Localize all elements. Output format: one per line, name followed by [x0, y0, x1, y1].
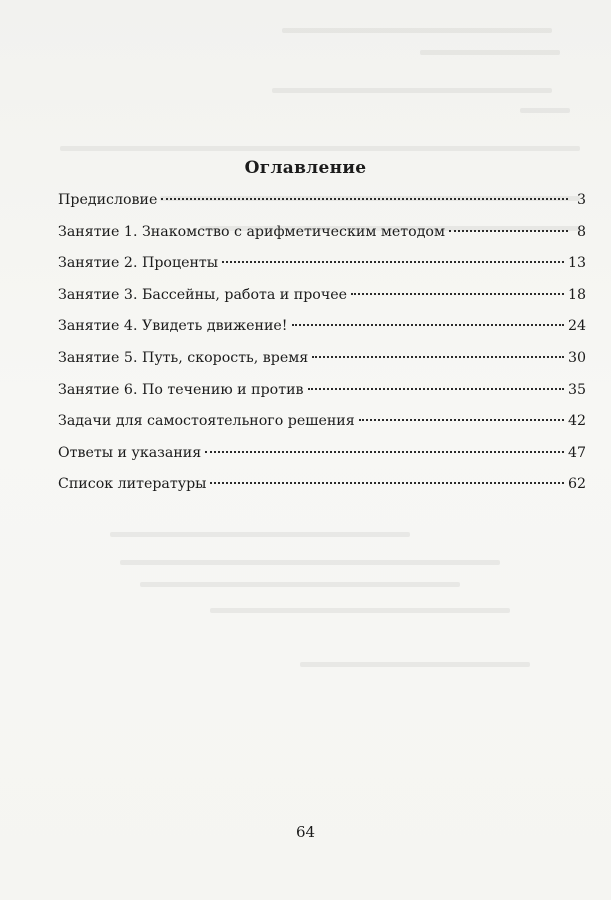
toc-entry-label: Задачи для самостоятельного решения [58, 413, 355, 430]
toc-leader-dots [308, 388, 564, 390]
toc-entry-page: 3 [576, 192, 586, 208]
toc-entry-label: Занятие 4. Увидеть движение! [58, 318, 288, 335]
toc-entry [58, 380, 586, 412]
toc-entry-page: 18 [567, 286, 586, 303]
toc-entry [58, 316, 586, 348]
toc-entry [58, 411, 586, 443]
toc-entry [58, 285, 586, 317]
toc-leader-dots [205, 451, 564, 453]
toc-entry-label: Занятие 2. Проценты [58, 255, 219, 272]
toc-entry-page: 42 [567, 413, 586, 430]
toc-list [58, 190, 586, 506]
toc-leader-dots [292, 324, 564, 326]
toc-entry-label: Занятие 3. Бассейны, работа и прочее [58, 286, 348, 303]
toc-entry-page: 35 [567, 381, 586, 398]
toc-entry [58, 190, 586, 222]
toc-entry-page: 8 [576, 223, 586, 240]
toc-entry-label: Ответы и указания [58, 444, 202, 461]
toc-leader-dots [222, 261, 564, 263]
toc-entry-label: Занятие 1. Знакомство с арифметическим методом [58, 223, 446, 240]
toc-leader-dots [161, 198, 568, 200]
toc-entry-label: Занятие 5. Путь, скорость, время [58, 349, 309, 366]
toc-leader-dots [210, 482, 563, 484]
toc-leader-dots [312, 356, 564, 358]
toc-entry [58, 253, 586, 285]
page-number: 64 [295, 823, 316, 841]
toc-entry-label: Предисловие [58, 192, 158, 208]
toc-entry-page: 24 [567, 318, 586, 335]
toc-title: Оглавление [244, 158, 367, 178]
toc-entry [58, 474, 586, 506]
toc-entry [58, 443, 586, 475]
toc-entry-label: Список литературы [58, 476, 207, 493]
toc-entry-page: 30 [567, 349, 586, 366]
toc-entry-page: 47 [567, 444, 586, 461]
toc-leader-dots [449, 230, 568, 232]
toc-leader-dots [359, 419, 564, 421]
toc-leader-dots [351, 293, 564, 295]
toc-entry-page: 13 [567, 255, 586, 272]
toc-entry-page: 62 [567, 476, 586, 493]
toc-entry [58, 348, 586, 380]
toc-entry-label: Занятие 6. По течению и против [58, 381, 304, 398]
toc-entry [58, 222, 586, 254]
